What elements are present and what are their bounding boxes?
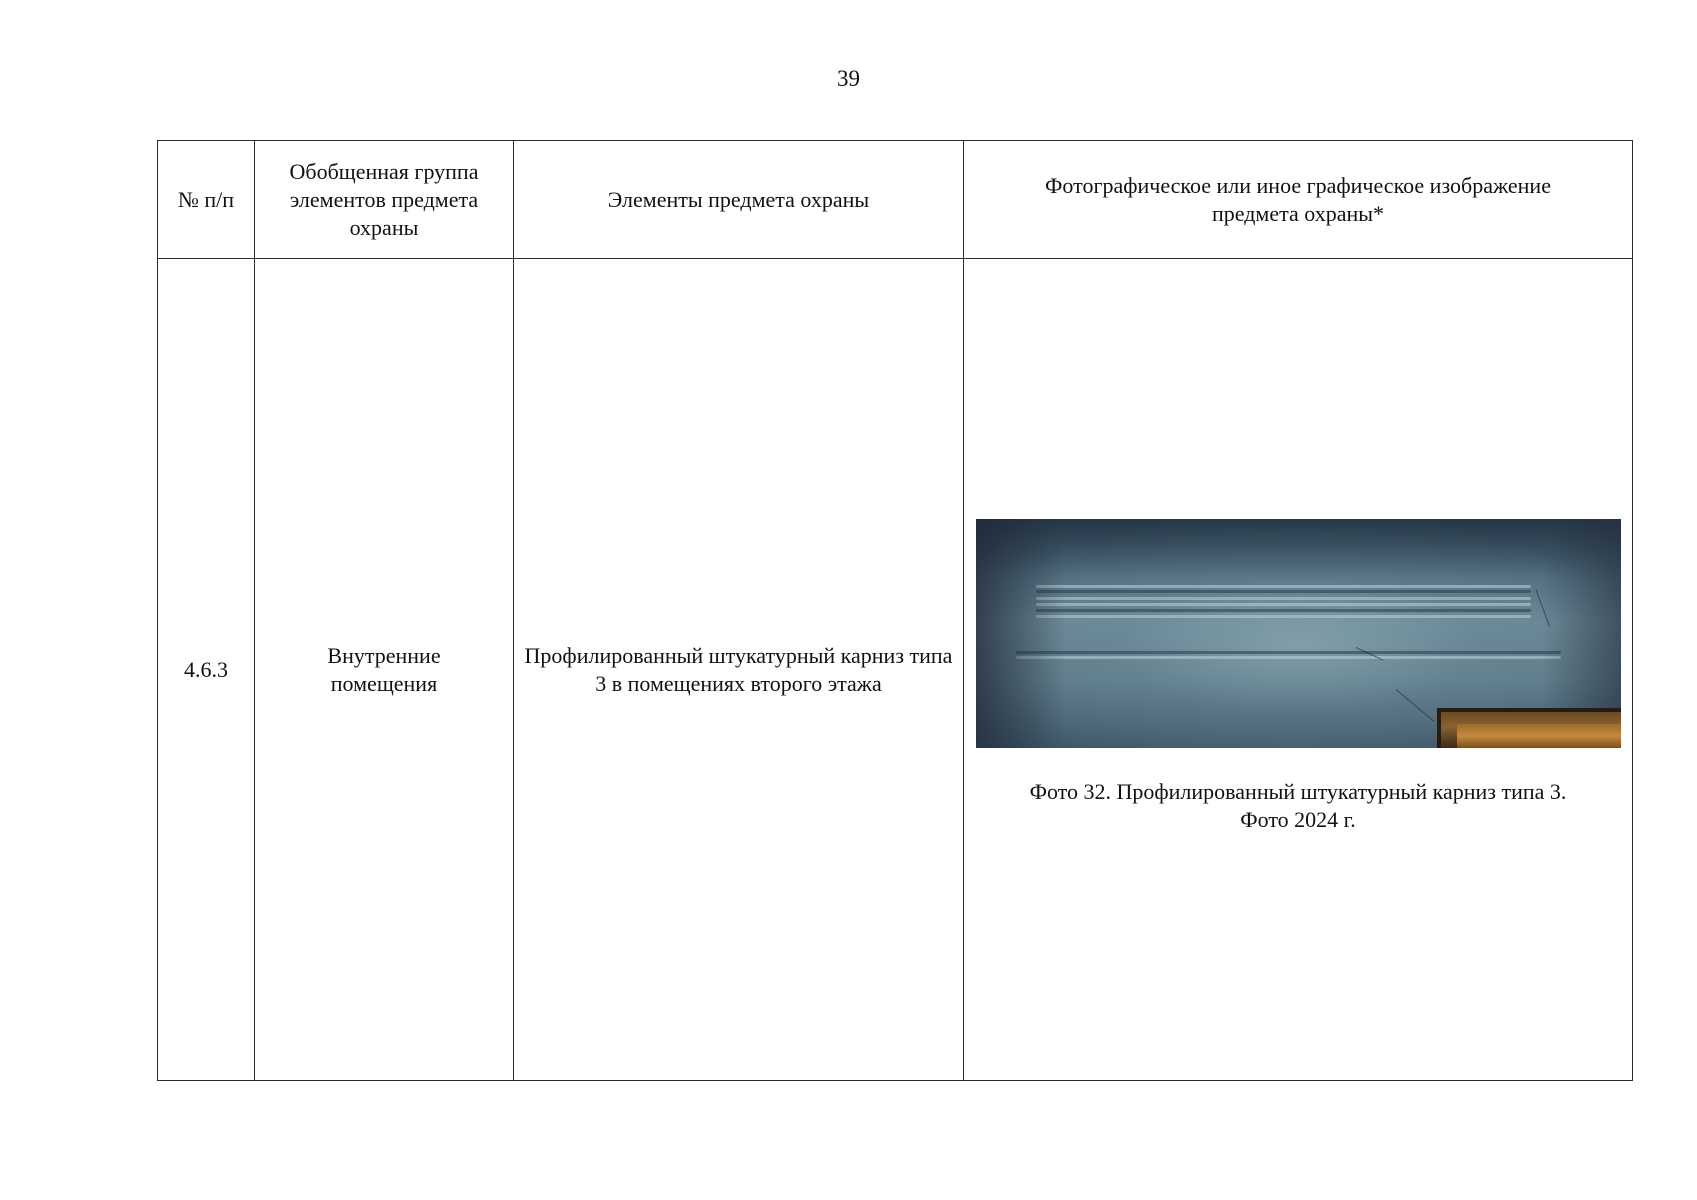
cornice-photo	[976, 519, 1621, 748]
photo-caption-line2: Фото 2024 г.	[1240, 806, 1356, 832]
cell-elements: Профилированный штукатурный карниз типа 3 в помещениях второго этажа	[514, 259, 964, 1081]
header-image-text: Фотографическое или иное графическое изображение предмета охраны*	[1045, 172, 1551, 226]
cell-group	[255, 259, 514, 1081]
protection-items-table	[157, 140, 1633, 1081]
table-header-row	[158, 141, 1633, 259]
cell-group-text: Внутренние помещения	[327, 642, 441, 696]
photo-caption-line1: Фото 32. Профилированный штукатурный карниз типа 3.	[1029, 778, 1567, 804]
header-num: № п/п	[158, 141, 255, 259]
header-image	[964, 141, 1633, 259]
photo-caption	[1030, 778, 1567, 834]
table-row	[158, 259, 1633, 1081]
header-elements: Элементы предмета охраны	[514, 141, 964, 259]
cell-num: 4.6.3	[158, 259, 255, 1081]
page-number: 39	[837, 66, 860, 91]
cell-photo	[964, 259, 1633, 1081]
photo-block	[972, 519, 1624, 834]
header-group: Обобщенная группа элементов предмета охраны	[255, 141, 514, 259]
